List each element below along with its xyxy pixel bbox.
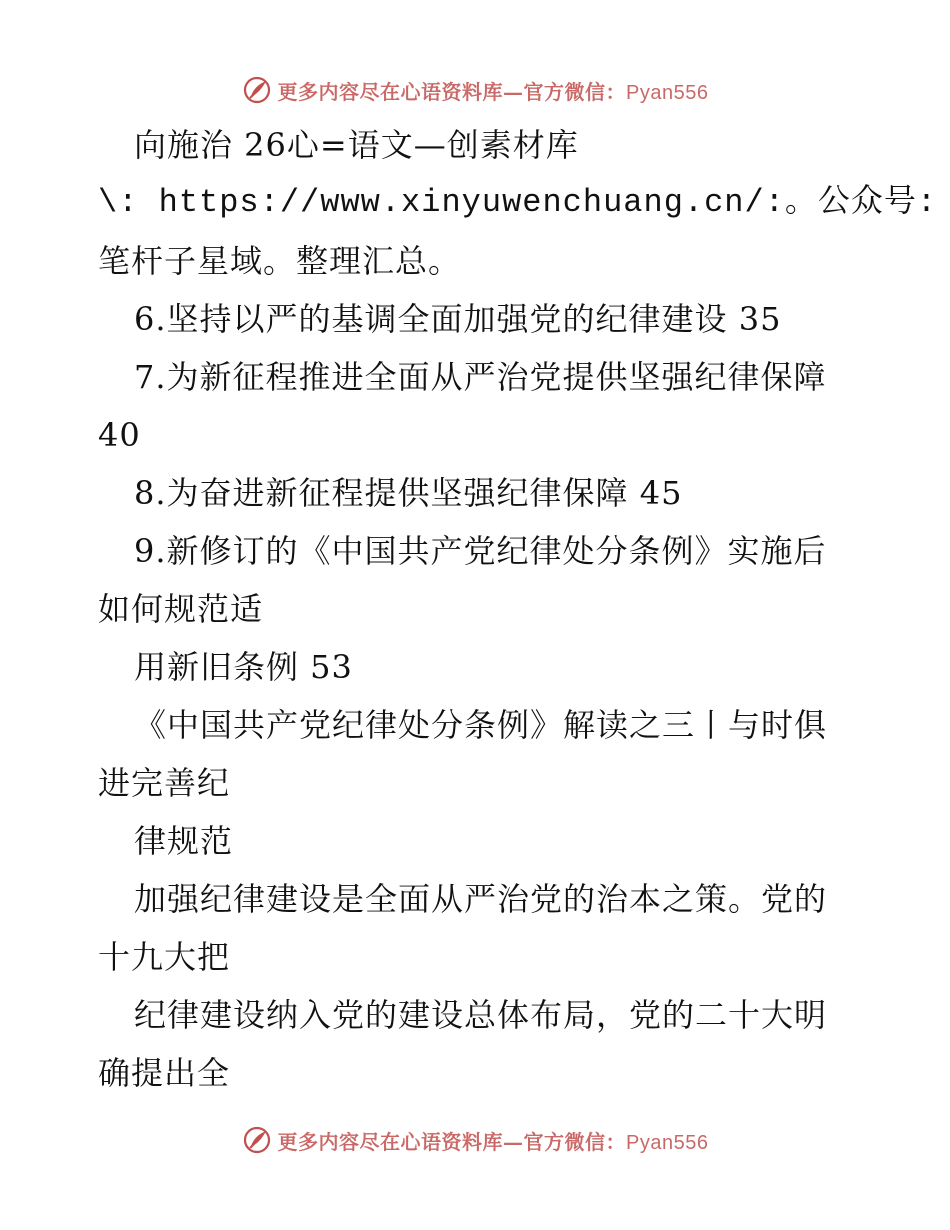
header-watermark xyxy=(0,70,950,110)
section-heading-continued: 进完善纪 xyxy=(98,764,231,802)
toc-item: 7.为新征程推进全面从严治党提供坚强纪律保障 xyxy=(134,358,827,396)
toc-item: 9.新修订的《中国共产党纪律处分条例》实施后 xyxy=(134,532,827,570)
toc-item: 8.为奋进新征程提供坚强纪律保障 45 xyxy=(134,474,683,512)
toc-item: 6.坚持以严的基调全面加强党的纪律建设 35 xyxy=(134,300,782,338)
document-body xyxy=(98,116,938,1102)
toc-item-continued: 如何规范适 xyxy=(98,590,264,628)
section-heading: 《中国共产党纪律处分条例》解读之三丨与时俱 xyxy=(134,706,828,744)
section-heading-continued: 律规范 xyxy=(134,822,234,860)
paragraph-line: 纪律建设纳入党的建设总体布局，党的二十大明 xyxy=(134,996,828,1034)
text-line: 笔杆子星域。整理汇总。 xyxy=(98,242,462,280)
footer-watermark xyxy=(0,1120,950,1160)
paragraph-line: 加强纪律建设是全面从严治党的治本之策。党的 xyxy=(134,880,828,918)
watermark-text: 更多内容尽在心语资料库—官方微信：Pyan556 xyxy=(277,1129,709,1154)
toc-page-number: 40 xyxy=(98,416,141,454)
quill-logo-icon xyxy=(242,1125,272,1155)
text-line: 向施治 26心=语文—创素材库 xyxy=(134,126,579,164)
watermark-text: 更多内容尽在心语资料库—官方微信：Pyan556 xyxy=(277,79,709,104)
toc-item-continued: 用新旧条例 53 xyxy=(134,648,353,686)
quill-logo-icon xyxy=(242,75,272,105)
url-line: \: https://www.xinyuwenchuang.cn/:。公众号: xyxy=(98,184,938,221)
paragraph-line: 十九大把 xyxy=(98,938,231,976)
paragraph-line: 确提出全 xyxy=(98,1054,231,1092)
